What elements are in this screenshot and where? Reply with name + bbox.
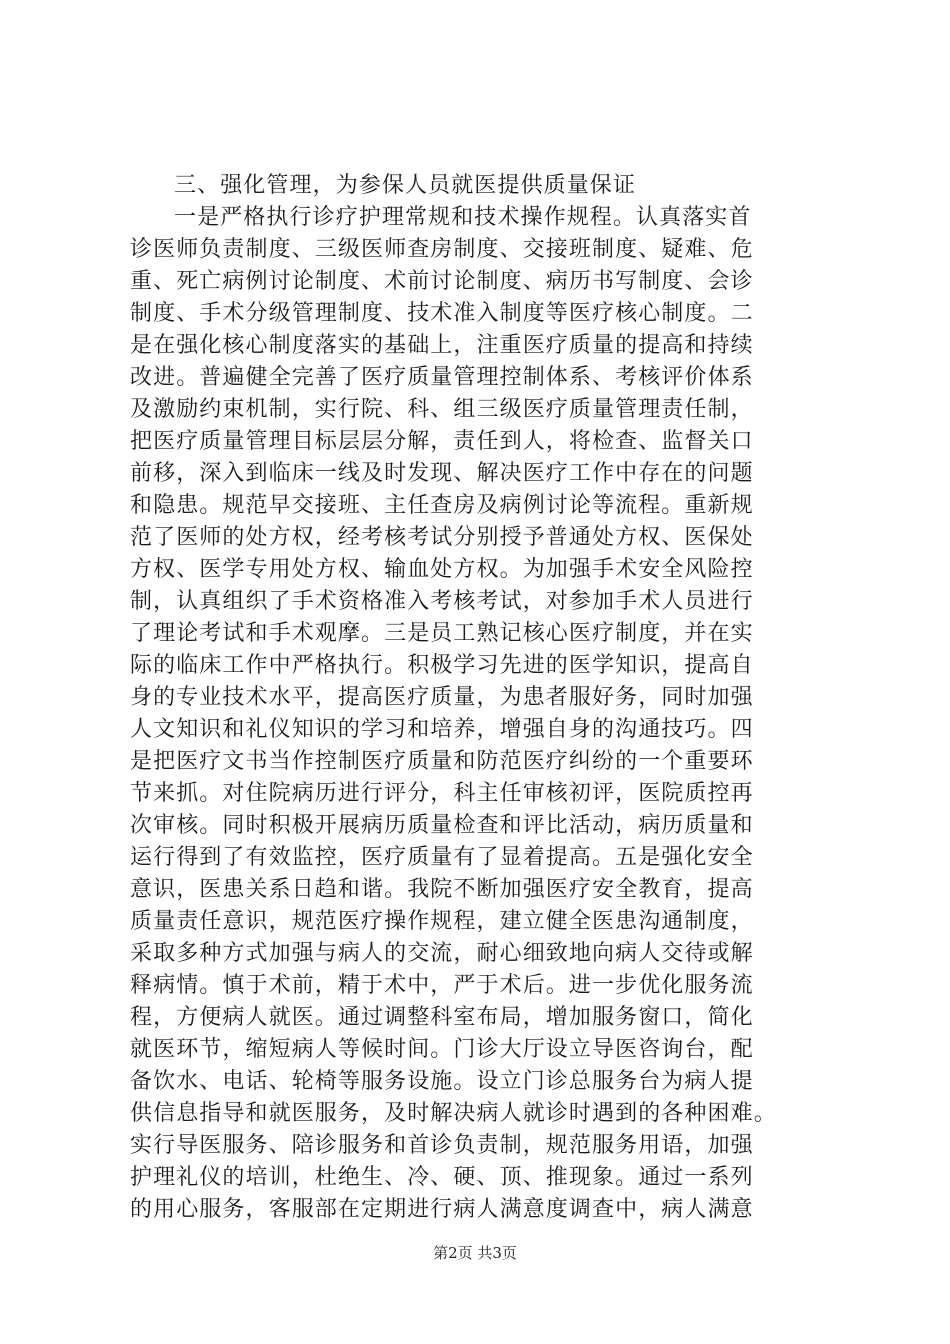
paragraph-line: 一是严格执行诊疗护理常规和技术操作规程。认真落实首 bbox=[174, 205, 752, 230]
paragraph-line: 是在强化核心制度落实的基础上，注重医疗质量的提高和持续 bbox=[130, 333, 754, 358]
paragraph-line: 把医疗质量管理目标层层分解，责任到人，将检查、监督关口 bbox=[130, 429, 754, 454]
paragraph-line: 供信息指导和就医服务，及时解决病人就诊时遇到的各种困难。 bbox=[130, 1101, 777, 1126]
paragraph-line: 释病情。慎于术前，精于术中，严于术后。进一步优化服务流 bbox=[130, 973, 754, 998]
paragraph-line: 备饮水、电话、轮椅等服务设施。设立门诊总服务台为病人提 bbox=[130, 1069, 754, 1094]
paragraph-line: 程，方便病人就医。通过调整科室布局，增加服务窗口，简化 bbox=[130, 1005, 754, 1030]
paragraph-line: 质量责任意识，规范医疗操作规程，建立健全医患沟通制度， bbox=[130, 909, 754, 934]
paragraph-line: 就医环节，缩短病人等候时间。门诊大厅设立导医咨询台，配 bbox=[130, 1037, 754, 1062]
paragraph-line: 诊医师负责制度、三级医师查房制度、交接班制度、疑难、危 bbox=[130, 237, 754, 262]
paragraph-line: 方权、医学专用处方权、输血处方权。为加强手术安全风险控 bbox=[130, 557, 754, 582]
paragraph-line: 身的专业技术水平，提高医疗质量，为患者服好务，同时加强 bbox=[130, 685, 754, 710]
paragraph-line: 护理礼仪的培训，杜绝生、冷、硬、顶、推现象。通过一系列 bbox=[130, 1165, 754, 1190]
paragraph-line: 人文知识和礼仪知识的学习和培养，增强自身的沟通技巧。四 bbox=[130, 717, 754, 742]
paragraph-line: 及激励约束机制，实行院、科、组三级医疗质量管理责任制， bbox=[130, 397, 754, 422]
section-heading: 三、强化管理，为参保人员就医提供质量保证 bbox=[174, 173, 637, 198]
paragraph-line: 运行得到了有效监控，医疗质量有了显着提高。五是强化安全 bbox=[130, 845, 754, 870]
paragraph-line: 节来抓。对住院病历进行评分，科主任审核初评，医院质控再 bbox=[130, 781, 754, 806]
document-body bbox=[130, 170, 830, 1226]
paragraph-line: 重、死亡病例讨论制度、术前讨论制度、病历书写制度、会诊 bbox=[130, 269, 754, 294]
paragraph-line: 制度、手术分级管理制度、技术准入制度等医疗核心制度。二 bbox=[130, 301, 754, 326]
paragraph-line: 前移，深入到临床一线及时发现、解决医疗工作中存在的问题 bbox=[130, 461, 754, 486]
paragraph-line: 范了医师的处方权，经考核考试分别授予普通处方权、医保处 bbox=[130, 525, 754, 550]
paragraph-line: 了理论考试和手术观摩。三是员工熟记核心医疗制度，并在实 bbox=[130, 621, 754, 646]
paragraph-line: 制，认真组织了手术资格准入考核考试，对参加手术人员进行 bbox=[130, 589, 754, 614]
paragraph-line: 是把医疗文书当作控制医疗质量和防范医疗纠纷的一个重要环 bbox=[130, 749, 754, 774]
paragraph-line: 际的临床工作中严格执行。积极学习先进的医学知识，提高自 bbox=[130, 653, 754, 678]
paragraph-line: 采取多种方式加强与病人的交流，耐心细致地向病人交待或解 bbox=[130, 941, 754, 966]
paragraph-line: 次审核。同时积极开展病历质量检查和评比活动，病历质量和 bbox=[130, 813, 754, 838]
paragraph-line: 的用心服务，客服部在定期进行病人满意度调查中，病人满意 bbox=[130, 1197, 754, 1222]
page-number-footer: 第2页 共3页 bbox=[433, 1244, 517, 1262]
paragraph-line: 意识，医患关系日趋和谐。我院不断加强医疗安全教育，提高 bbox=[130, 877, 754, 902]
paragraph-line: 实行导医服务、陪诊服务和首诊负责制，规范服务用语，加强 bbox=[130, 1133, 754, 1158]
paragraph-line: 和隐患。规范早交接班、主任查房及病例讨论等流程。重新规 bbox=[130, 493, 754, 518]
paragraph-line: 改进。普遍健全完善了医疗质量管理控制体系、考核评价体系 bbox=[130, 365, 754, 390]
